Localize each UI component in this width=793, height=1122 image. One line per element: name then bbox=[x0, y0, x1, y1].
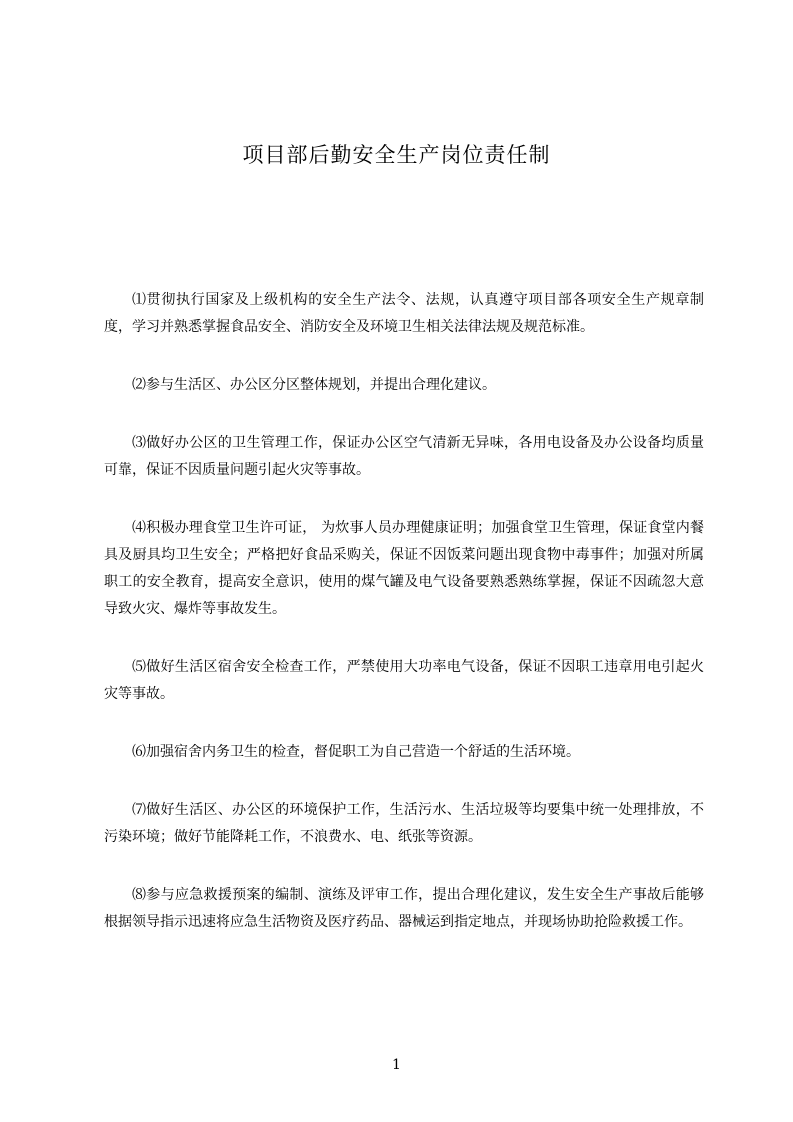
paragraph-1: ⑴贯彻执行国家及上级机构的安全生产法令、法规，认真遵守项目部各项安全生产规章制度，学习并熟悉掌握食品安全、消防安全及环境卫生相关法律法规及规范标准。 bbox=[104, 292, 704, 335]
paragraph-8: ⑻参与应急救援预案的编制、演练及评审工作，提出合理化建议，发生安全生产事故后能够根据领导指示迅速将应急生活物资及医疗药品、器械运到指定地点，并现场协助抢险救援工作。 bbox=[104, 887, 704, 930]
paragraph-3: ⑶做好办公区的卫生管理工作，保证办公区空气清新无异味，各用电设备及办公设备均质量可靠，保证不因质量问题引起火灾等事故。 bbox=[104, 435, 704, 478]
paragraph-7: ⑺做好生活区、办公区的环境保护工作，生活污水、生活垃圾等均要集中统一处理排放，不污染环境；做好节能降耗工作，不浪费水、电、纸张等资源。 bbox=[104, 802, 704, 845]
document-body bbox=[104, 287, 704, 967]
document-title: 项目部后勤安全生产岗位责任制 bbox=[242, 143, 551, 167]
paragraph-5: ⑸做好生活区宿舍安全检查工作，严禁使用大功率电气设备，保证不因职工违章用电引起火灾等事故。 bbox=[104, 659, 704, 702]
paragraph-4: ⑷积极办理食堂卫生许可证， 为炊事人员办理健康证明；加强食堂卫生管理，保证食堂内餐具及厨具均卫生安全；严格把好食品采购关，保证不因饭菜问题出现食物中毒事件；加强对所属职工的安全教育，提高安全意识，使用的煤气罐及电气设备要熟悉熟练掌握，保证不因疏忽大意导致火灾、爆炸等事故发生。 bbox=[104, 520, 704, 617]
paragraph-6: ⑹加强宿舍内务卫生的检查，督促职工为自己营造一个舒适的生活环境。 bbox=[132, 744, 580, 760]
page-number: 1 bbox=[392, 1057, 401, 1073]
paragraph-2: ⑵参与生活区、办公区分区整体规划，并提出合理化建议。 bbox=[132, 377, 496, 393]
